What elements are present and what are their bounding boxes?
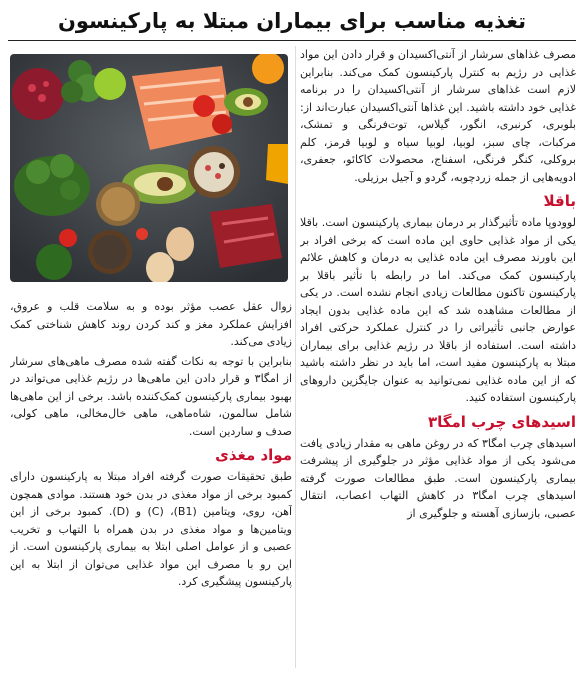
red-meat-shape <box>210 204 282 268</box>
section-heading-omega3: اسیدهای چرب امگا۳ <box>427 412 576 431</box>
healthy-food-photo <box>10 54 288 282</box>
omega3-paragraph: اسیدهای چرب امگا۳ که در روغن ماهی به مقدار زیادی یافت می‌شود یکی از مواد غذایی مؤثر در جلوگیری از پیشرفت بیماری پارکینسون است. طبق مطالعات صورت گرفته اسیدهای چرب امگا۳ در کاهش التهاب اعصاب، انتقال عصبی، بازسازی آهسته و جلوگیری از <box>300 436 576 520</box>
apple-shape <box>94 68 126 100</box>
column-divider <box>295 46 296 668</box>
right-column <box>300 46 576 674</box>
article-title: تغذیه مناسب برای بیماران مبتلا به پارکینسون <box>57 9 527 33</box>
pomegranate-shape <box>12 68 64 120</box>
fava-beans-paragraph: لوودوپا ماده تأثیرگذار بر درمان بیماری پارکینسون است. باقلا یکی از مواد غذایی حاوی این ماده است که برخی افراد بر این باورند مصرف این ماده غذایی به درمان و کاهش علائم پارکینسون کمک می‌کند. اما در رابطه با تأثیر باقلا بر پارکینسون تاکنون مطالعات زیادی انجام نشده است. در یکی از مطالعات مشاهده شد که این ماده غذایی بدون ایجاد عوارض جانبی تأثیراتی را در کنترل عملکرد حرکتی افراد داشته است. استفاده از باقلا در رژیم غذایی برای بیماران مبتلا به پارکینسون مفید است، اما باید در نظر داشته باشید که از این ماده غذایی نمی‌توانید به عنوان جایگزین داروهای پارکینسون استفاده کنید. <box>300 216 576 404</box>
omega3-continued-paragraph: زوال عقل عصب مؤثر بوده و به سلامت قلب و عروق، افزایش عملکرد مغز و کند کردن روند کاهش شناختی کمک زیادی می‌کند. <box>10 300 292 348</box>
intro-paragraph: مصرف غذاهای سرشار از آنتی‌اکسیدان و قرار دادن این مواد غذایی در رژیم به کنترل پارکینسون کمک می‌کند. بنابراین لازم است غذاهای سرشار از آنتی‌اکسیدان را در برنامه غذایی خود داشته باشید. این غذاها آنتی‌اکسیدان عبارت‌اند از: بلوبری، کرنبری، انگور، گیلاس، توت‌فرنگی و تمشک، مرکبات، چای سبز، لوبیا، لوبیا سیاه و لوبیا قرمز، کلم بروکلی، کنگر فرنگی، اسفناج، محصولات کاکائو، جعفری، ادویه‌هایی از جمله زردچوبه، گردو و آجیل برزیلی. <box>300 48 576 184</box>
title-rule <box>8 40 576 41</box>
section-heading-nutrients: مواد مغذی <box>215 446 292 464</box>
egg-shape <box>166 227 194 261</box>
nutrients-paragraph: طبق تحقیقات صورت گرفته افراد مبتلا به پارکینسون دارای کمبود برخی از مواد مغذی در بدن خود هستند. موادی همچون آهن، روی، ویتامین (B1)، (C) و (D). کمبود برخی از این ویتامین‌ها و مواد مغذی در بدن همراه با التهاب و تخریب عصبی و از عوامل اصلی ابتلا به بیماری پارکینسون است. از این رو با مصرف این مواد غذایی می‌توان از ابتلا به این پارکینسون پیشگیری کرد. <box>10 470 292 588</box>
fish-recommendation-paragraph: بنابراین با توجه به نکات گفته شده مصرف ماهی‌های سرشار از امگا۳ و قرار دادن این ماهی‌ها در رژیم غذایی می‌تواند در بهبود بیماری پارکینسون کمک‌کننده باشد. برخی از این ماهی‌ها شامل سالمون، شاه‌ماهی، ماهی خال‌مخالی، ماهی کولی، صدف و ساردین است. <box>10 354 292 438</box>
section-heading-fava-beans: باقلا <box>543 192 576 210</box>
left-column <box>10 298 292 674</box>
healthy-food-illustration <box>10 54 288 282</box>
